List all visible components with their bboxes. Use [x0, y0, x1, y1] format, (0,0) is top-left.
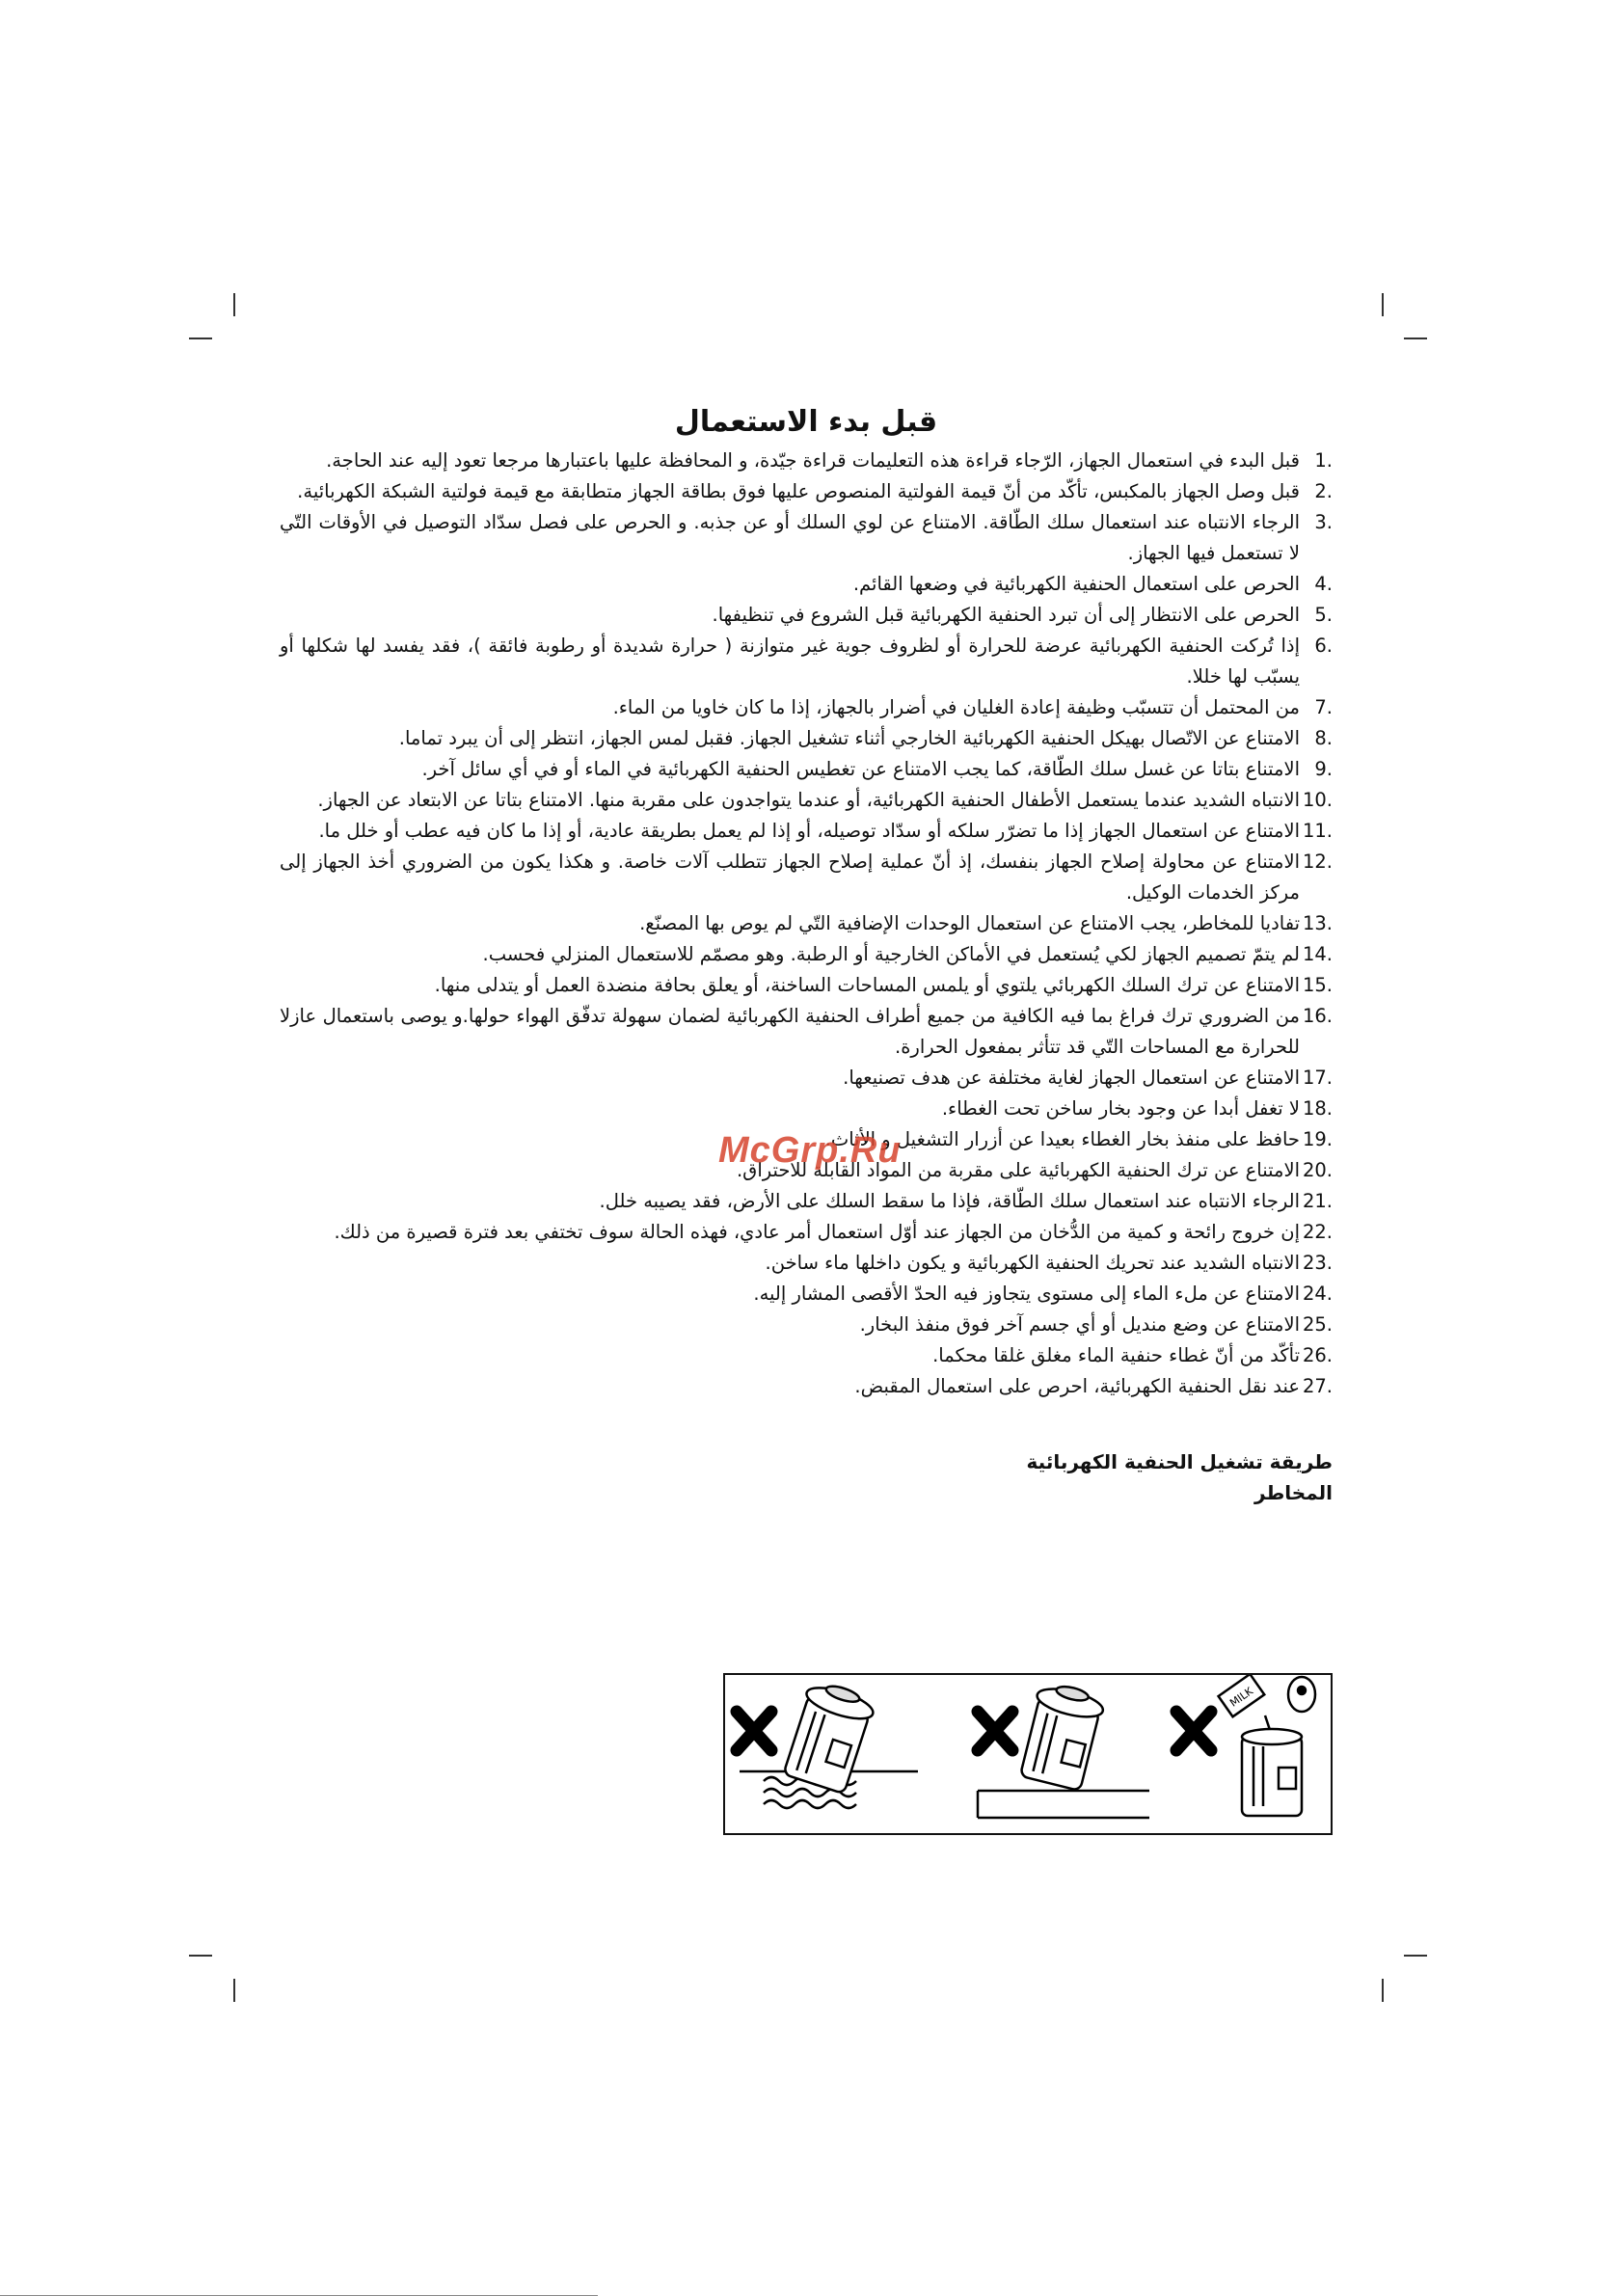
list-item-text: الامتناع عن ترك الحنفية الكهربائية على مقربة من المواد القابلة للاحتراق.: [736, 1159, 1300, 1181]
list-item-text: من الضروري ترك فراغ بما فيه الكافية من جميع أطراف الحنفية الكهربائية لضمان سهولة تدفّق الهواء حولها.و يوصى باستعمال عازلا للحرارة مع المساحات التّي قد تتأثر بمفعول الحرارة.: [280, 1005, 1300, 1058]
list-item-number: 8.: [1314, 727, 1333, 749]
crop-mark: [1404, 1955, 1427, 1957]
hazards-illustration: [723, 1673, 1333, 1835]
list-item-number: 7.: [1314, 696, 1333, 718]
list-item-text: لم يتمّ تصميم الجهاز لكي يُستعمل في الأماكن الخارجية أو الرطبة. وهو مصمّم للاستعمال المنزلي فحسب.: [482, 943, 1300, 965]
list-item-number: 13.: [1302, 912, 1333, 934]
list-item-number: 2.: [1314, 480, 1333, 502]
list-item-text: حافظ على منفذ بخار الغطاء بعيدا عن أزرار التشغيل و الأثاث.: [824, 1128, 1300, 1150]
instruction-list: [280, 446, 1333, 1402]
list-item-number: 21.: [1302, 1190, 1333, 1212]
list-item: [280, 1094, 1333, 1124]
list-item: [280, 631, 1333, 692]
cross-mark-icon: [1176, 1712, 1211, 1750]
list-item: [280, 785, 1333, 816]
section-heading: طريقة تشغيل الحنفية الكهربائية: [1026, 1450, 1333, 1473]
list-item-number: 18.: [1302, 1097, 1333, 1120]
list-item: [280, 1186, 1333, 1217]
list-item-text: الامتناع عن محاولة إصلاح الجهاز بنفسك، إذ أنّ عملية إصلاح الجهاز تتطلب آلات خاصة. و هكذا يكون من الضروري أخذ الجهاز إلى مركز الخدمات الوكيل.: [280, 851, 1300, 904]
list-item-text: قبل وصل الجهاز بالمكبس، تأكّد من أنّ قيمة الفولتية المنصوص عليها فوق بطاقة الجهاز متطابقة مع قيمة فولتية الشبكة الكهربائية.: [297, 480, 1300, 502]
list-item: [280, 507, 1333, 569]
list-item-text: لا تغفل أبدا عن وجود بخار ساخن تحت الغطاء.: [941, 1097, 1300, 1120]
list-item-number: 27.: [1302, 1375, 1333, 1397]
list-item: [280, 970, 1333, 1001]
watermark-logo: McGrp.Ru: [718, 1130, 902, 1171]
crop-mark: [1382, 1979, 1384, 2002]
list-item: [280, 600, 1333, 631]
list-item: [280, 569, 1333, 600]
list-item-text: الحرص على الانتظار إلى أن تبرد الحنفية الكهربائية قبل الشروع في تنظيفها.: [712, 604, 1300, 626]
list-item-text: تأكّد من أنّ غطاء حنفية الماء مغلق غلقا محكما.: [932, 1344, 1300, 1366]
list-item-text: الامتناع بتاتا عن غسل سلك الطّاقة، كما يجب الامتناع عن تغطيس الحنفية الكهربائية في الماء أو في أي سائل آخر.: [421, 758, 1300, 780]
list-item-text: من المحتمل أن تتسبّب وظيفة إعادة الغليان في أضرار بالجهاز، إذا ما كان خاويا من الماء.: [612, 696, 1300, 718]
list-item-text: الامتناع عن استعمال الجهاز إذا ما تضرّر سلكه أو سدّاد توصيله، أو إذا لم يعمل بطريقة عادية، أو إذا ما كان فيه عطب أو خلل ما.: [318, 820, 1300, 842]
list-item-text: الامتناع عن ملء الماء إلى مستوى يتجاوز فيه الحدّ الأقصى المشار إليه.: [753, 1283, 1300, 1305]
list-item: [280, 1063, 1333, 1094]
cross-mark-icon: [978, 1712, 1012, 1750]
list-item: [280, 723, 1333, 754]
list-item-text: الرجاء الانتباه عند استعمال سلك الطّاقة. الامتناع عن لوي السلك أو عن جذبه. و الحرص على فصل سدّاد التوصيل في الأوقات التّي لا تستعمل فيها الجهاز.: [280, 511, 1300, 564]
list-item-number: 22.: [1302, 1221, 1333, 1243]
list-item: [280, 1279, 1333, 1310]
list-item-text: الامتناع عن ترك السلك الكهربائي يلتوي أو يلمس المساحات الساخنة، أو يعلق بحافة منضدة العمل أو يتدلى منها.: [434, 974, 1300, 996]
list-item: [280, 1001, 1333, 1063]
list-item-number: 3.: [1314, 511, 1333, 533]
list-item: [280, 754, 1333, 785]
crop-mark: [233, 293, 235, 316]
list-item-text: عند نقل الحنفية الكهربائية، احرص على استعمال المقبض.: [854, 1375, 1300, 1397]
crop-mark: [1404, 338, 1427, 339]
list-item: [280, 939, 1333, 970]
list-item-number: 10.: [1302, 789, 1333, 811]
list-item-number: 1.: [1314, 449, 1333, 472]
list-item: [280, 1310, 1333, 1340]
list-item-text: الانتباه الشديد عند تحريك الحنفية الكهربائية و يكون داخلها ماء ساخن.: [765, 1252, 1300, 1274]
crop-mark: [189, 1955, 212, 1957]
list-item-text: الانتباه الشديد عندما يستعمل الأطفال الحنفية الكهربائية، أو عندما يتواجدون على مقربة منها. الامتناع بتاتا عن الابتعاد عن الجهاز.: [317, 789, 1300, 811]
list-item-number: 4.: [1314, 573, 1333, 595]
list-item-text: قبل البدء في استعمال الجهاز، الرّجاء قراءة هذه التعليمات قراءة جيّدة، و المحافظة عليها باعتبارها مرجعا تعود إليه عند الحاجة.: [326, 449, 1300, 472]
list-item-text: الحرص على استعمال الحنفية الكهربائية في وضعها القائم.: [852, 573, 1300, 595]
hazards-subheading: المخاطر: [1254, 1481, 1333, 1504]
list-item-text: الامتناع عن الاتّصال بهيكل الحنفية الكهربائية الخارجي أثناء تشغيل الجهاز. فقبل لمس الجهاز، انتظر إلى أن يبرد تماما.: [398, 727, 1300, 749]
kettle-with-milk-icon: [1219, 1675, 1315, 1816]
cross-mark-icon: [737, 1712, 771, 1750]
list-item-text: الامتناع عن وضع منديل أو أي جسم آخر فوق منفذ البخار.: [859, 1313, 1300, 1336]
list-item-number: 20.: [1302, 1159, 1333, 1181]
list-item-text: الرجاء الانتباه عند استعمال سلك الطّاقة، فإذا ما سقط السلك على الأرض، فقد يصيبه خلل.: [599, 1190, 1300, 1212]
list-item-number: 6.: [1314, 635, 1333, 657]
list-item-number: 5.: [1314, 604, 1333, 626]
list-item-text: إن خروج رائحة و كمية من الدُّخان من الجهاز عند أوّل استعمال أمر عادي، فهذه الحالة سوف تختفي بعد فترة قصيرة من ذلك.: [334, 1221, 1300, 1243]
crop-mark: [189, 338, 212, 339]
milk-label: MILK: [1227, 1685, 1255, 1710]
list-item-text: إذا تُركت الحنفية الكهربائية عرضة للحرارة أو لظروف جوية غير متوازنة ( حرارة شديدة أو رطوبة فائقة )، فقد يفسد لها شكلها أو يسبّب لها خللا.: [280, 635, 1300, 688]
list-item: [280, 1340, 1333, 1371]
list-item: [280, 692, 1333, 723]
list-item: [280, 446, 1333, 476]
list-item: [280, 1217, 1333, 1248]
list-item-number: 23.: [1302, 1252, 1333, 1274]
list-item-text: تفاديا للمخاطر، يجب الامتناع عن استعمال الوحدات الإضافية التّي لم يوص بها المصنّع.: [639, 912, 1300, 934]
list-item: [280, 1371, 1333, 1402]
list-item: [280, 476, 1333, 507]
list-item-number: 17.: [1302, 1067, 1333, 1089]
page-title: قبل بدء الاستعمال: [674, 405, 938, 439]
list-item: [280, 1248, 1333, 1279]
crop-mark: [233, 1979, 235, 2002]
list-item-number: 15.: [1302, 974, 1333, 996]
crop-mark: [1382, 293, 1384, 316]
list-item-number: 24.: [1302, 1283, 1333, 1305]
list-item-number: 19.: [1302, 1128, 1333, 1150]
list-item-number: 16.: [1302, 1005, 1333, 1027]
list-item: [280, 908, 1333, 939]
list-item-number: 11.: [1302, 820, 1333, 842]
list-item-number: 25.: [1302, 1313, 1333, 1336]
list-item: [280, 847, 1333, 908]
document-body: [280, 403, 1333, 1508]
list-item: [280, 816, 1333, 847]
list-item-number: 14.: [1302, 943, 1333, 965]
list-item-number: 9.: [1314, 758, 1333, 780]
list-item-number: 26.: [1302, 1344, 1333, 1366]
list-item-text: الامتناع عن استعمال الجهاز لغاية مختلفة عن هدف تصنيعها.: [843, 1067, 1300, 1089]
list-item-number: 12.: [1302, 851, 1333, 873]
